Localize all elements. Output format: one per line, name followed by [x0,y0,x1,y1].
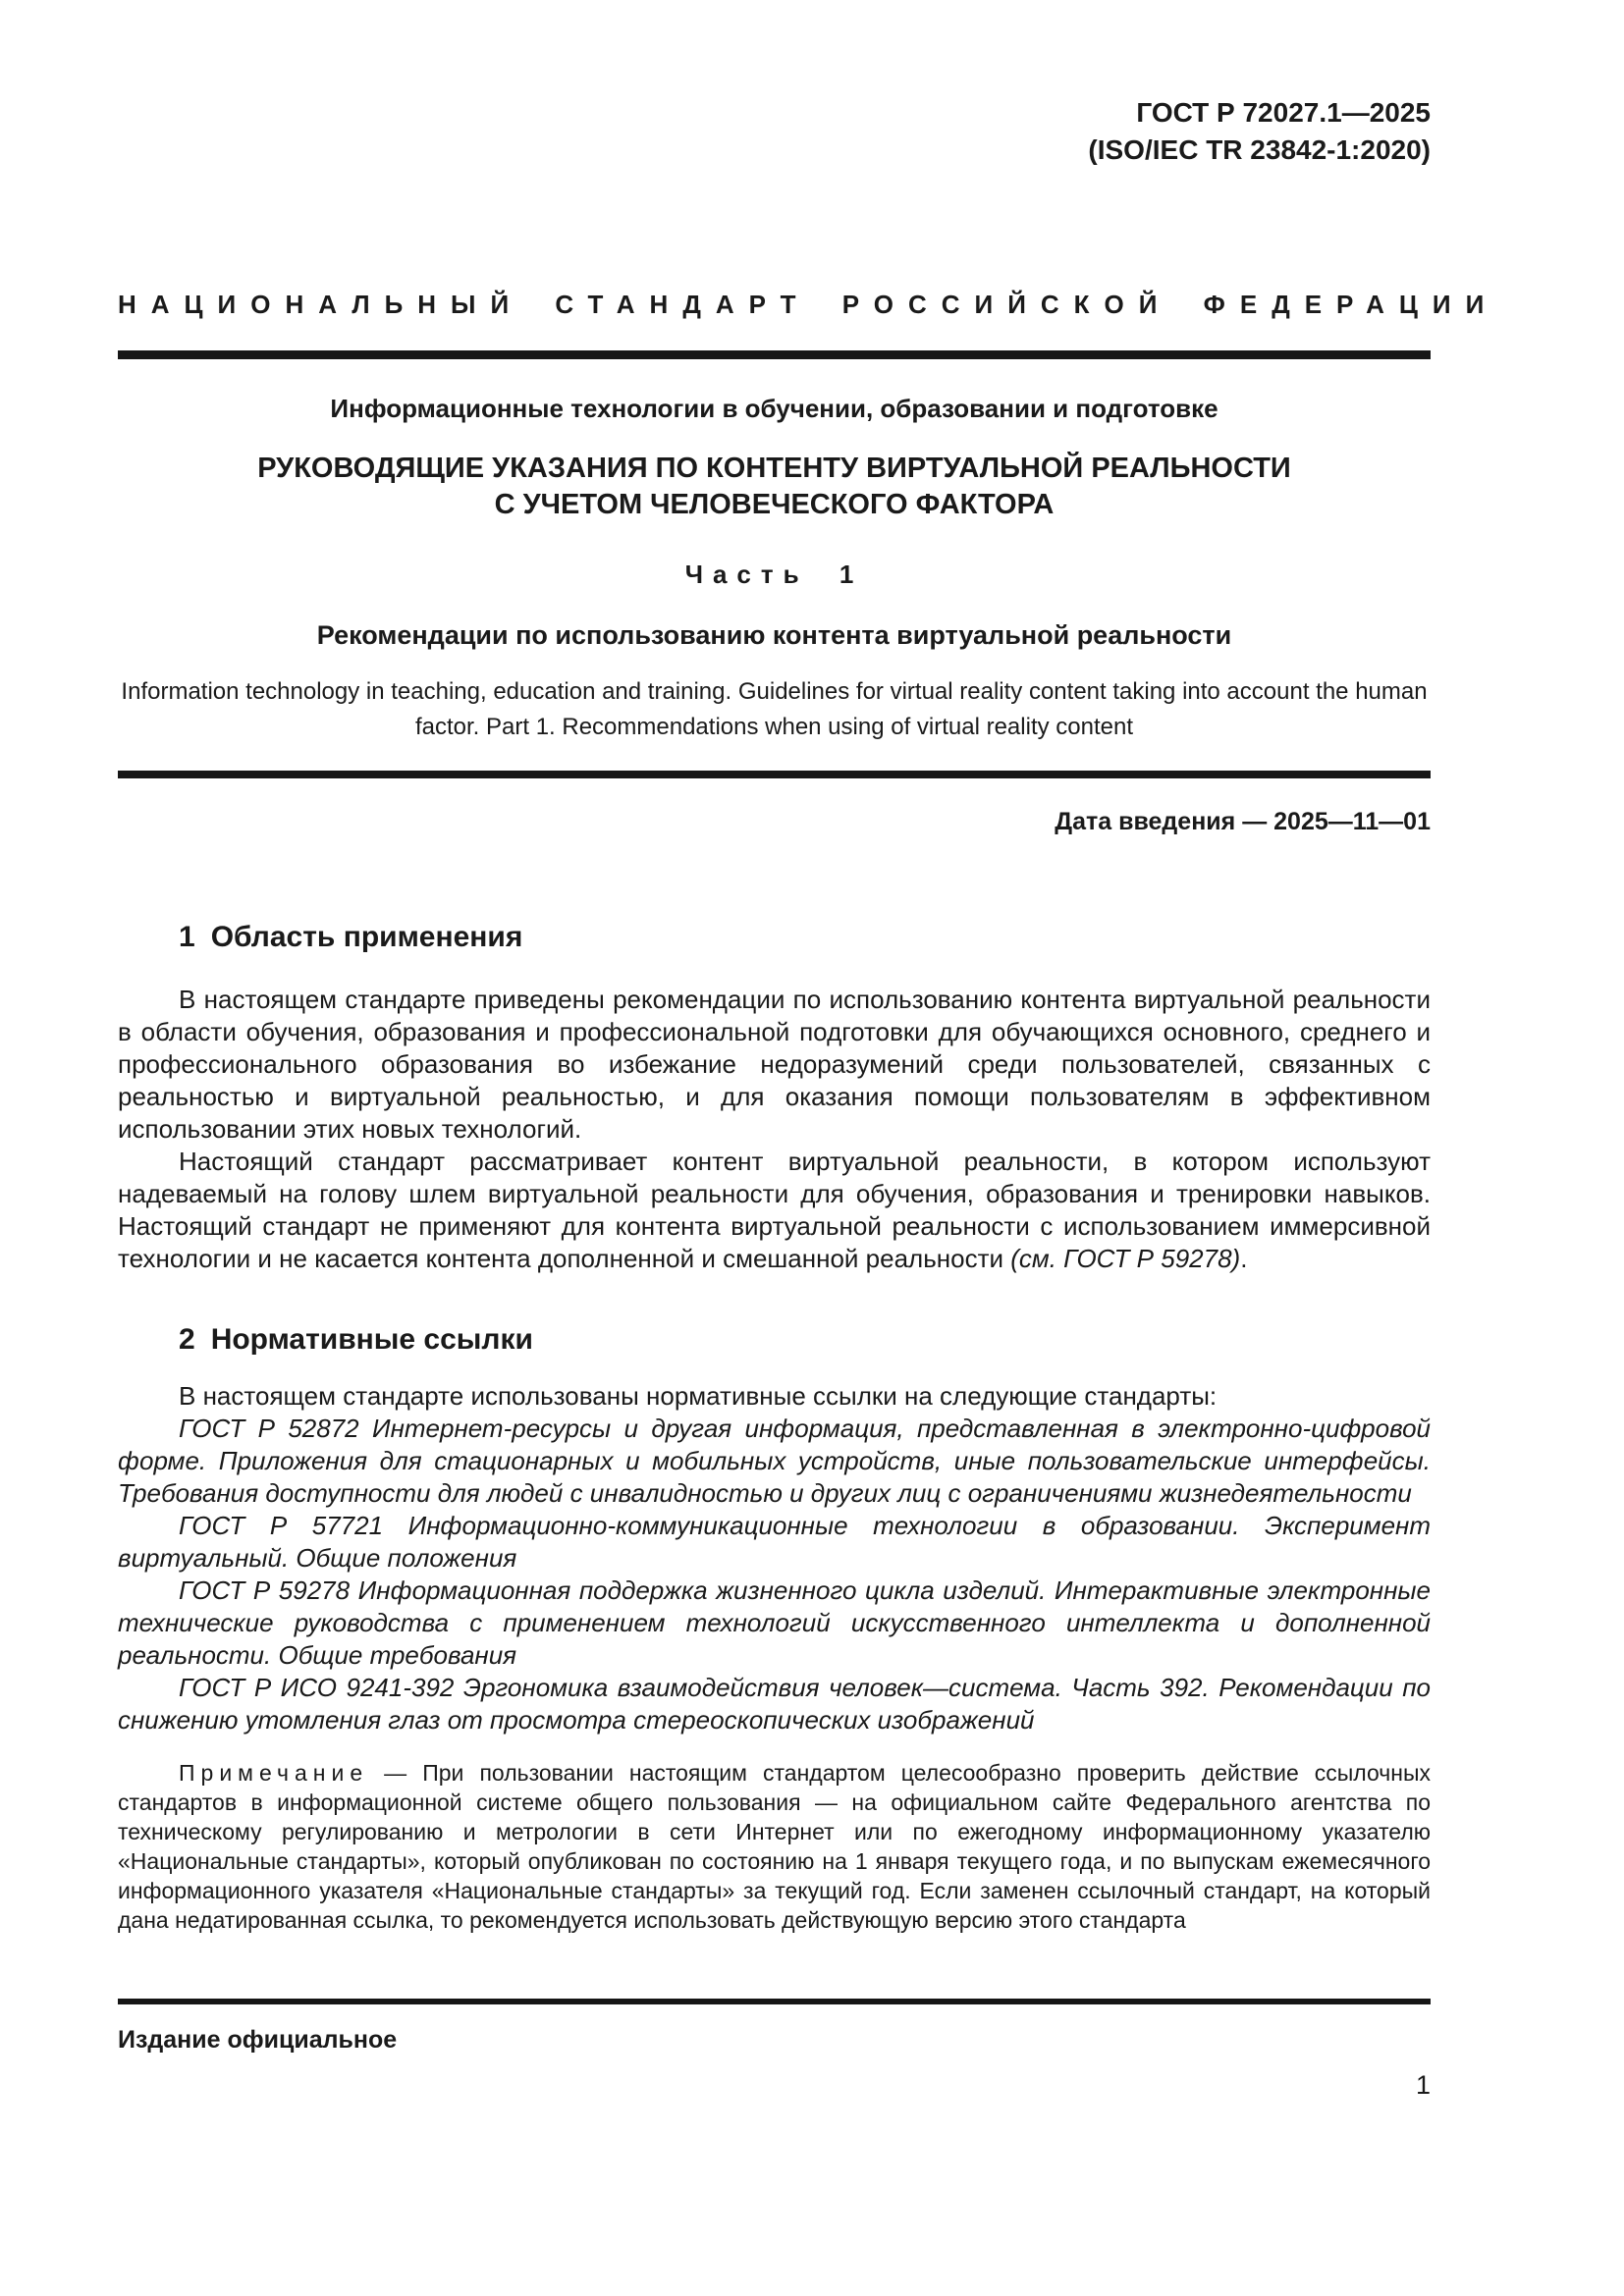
section-2-number: 2 [179,1323,195,1356]
section-1-paragraph-1: В настоящем стандарте приведены рекомендации по использованию контента виртуальной реальности в области обучения, образования и профессиональной подготовки для обучающихся основного, среднего и профессионального образования во избежание недоразумений среди пользователей, связанных с реальностью и виртуальной реальностью, и для оказания помощи пользователям в эффективном использовании этих новых технологий. [118,985,1431,1144]
footer-divider-rule [118,1999,1431,2004]
standard-title-line1: РУКОВОДЯЩИЕ УКАЗАНИЯ ПО КОНТЕНТУ ВИРТУАЛЬНОЙ РЕАЛЬНОСТИ [257,453,1291,484]
section-1-title: Область применения [210,921,523,953]
note-dash: — [368,1760,423,1786]
section-2-heading [118,1321,1431,1359]
section-1-paragraph-2 [118,1146,1431,1275]
part-label: Часть 1 [684,560,864,589]
standard-subtitle: Рекомендации по использованию контента виртуальной реальности [316,620,1232,650]
effective-date: Дата введения — 2025—11—01 [1055,808,1431,835]
standard-title [118,451,1431,523]
official-edition-label: Издание официальное [118,2026,398,2054]
section-1-heading [118,919,1431,956]
section-2-intro: В настоящем стандарте использованы нормативные ссылки на следующие стандарты: [179,1381,1218,1411]
reference-item: ГОСТ Р 59278 Информационная поддержка жизненного цикла изделий. Интерактивные электронные технические руководства с применением технологий искусственного интеллекта и дополненной реальности. Общие требования [118,1575,1431,1670]
note-paragraph [118,1758,1431,1935]
standard-subject: Информационные технологии в обучении, образовании и подготовке [330,394,1218,423]
note-text: При пользовании настоящим стандартом целесообразно проверить действие ссылочных стандартов в информационной системе общего пользования — на официальном сайте Федерального агентства по техническому регулированию и метрологии в сети Интернет или по ежегодному информационному указателю «Национальные стандарты», который опубликован по состоянию на 1 января текущего года, и по выпускам ежемесячного информационного указателя «Национальные стандарты» за текущий год. Если заменен ссылочный стандарт, на который дана недатированная ссылка, то рекомендуется использовать действующую версию этого стандарта [118,1760,1431,1933]
title-divider-rule [118,771,1431,778]
reference-item: ГОСТ Р 57721 Информационно-коммуникационные технологии в образовании. Эксперимент виртуальный. Общие положения [118,1511,1431,1573]
standard-title-line2: С УЧЕТОМ ЧЕЛОВЕЧЕСКОГО ФАКТОРА [494,489,1055,520]
section-1-number: 1 [179,921,195,953]
paragraph-2-reference: (см. ГОСТ Р 59278) [1010,1244,1241,1273]
header-divider-rule [118,350,1431,359]
document-code-line2: (ISO/IEC TR 23842-1:2020) [1088,134,1431,165]
national-standard-banner: НАЦИОНАЛЬНЫЙ СТАНДАРТ РОССИЙСКОЙ ФЕДЕРАЦИИ [118,290,1499,319]
paragraph-2-period: . [1240,1244,1248,1273]
reference-item: ГОСТ Р 52872 Интернет-ресурсы и другая информация, представленная в электронно-цифровой форме. Приложения для стационарных и мобильных устройств, иные пользовательские интерфейсы. Требования доступности для людей с инвалидностью и других лиц с ограничениями жизнедеятельности [118,1414,1431,1508]
document-code-block [118,94,1431,169]
reference-item: ГОСТ Р ИСО 9241-392 Эргономика взаимодействия человек—система. Часть 392. Рекомендации по снижению утомления глаз от просмотра стереоскопических изображений [118,1673,1431,1735]
standard-title-english: Information technology in teaching, education and training. Guidelines for virtual reality content taking into account the human factor. Part 1. Recommendations when using of virtual reality content [121,678,1428,740]
page-number: 1 [1415,2070,1431,2100]
page-content [118,94,1499,1935]
note-label: Примечание [179,1760,369,1786]
section-2-title: Нормативные ссылки [210,1323,533,1356]
document-code-line1: ГОСТ Р 72027.1—2025 [1136,97,1431,128]
paragraph-2-text: Настоящий стандарт рассматривает контент виртуальной реальности, в котором используют надеваемый на голову шлем виртуальной реальности для обучения, образования и тренировки навыков. Настоящий стандарт не применяют для контента виртуальной реальности с использованием иммерсивной технологии и не касается контента дополненной и смешанной реальности [118,1147,1431,1273]
